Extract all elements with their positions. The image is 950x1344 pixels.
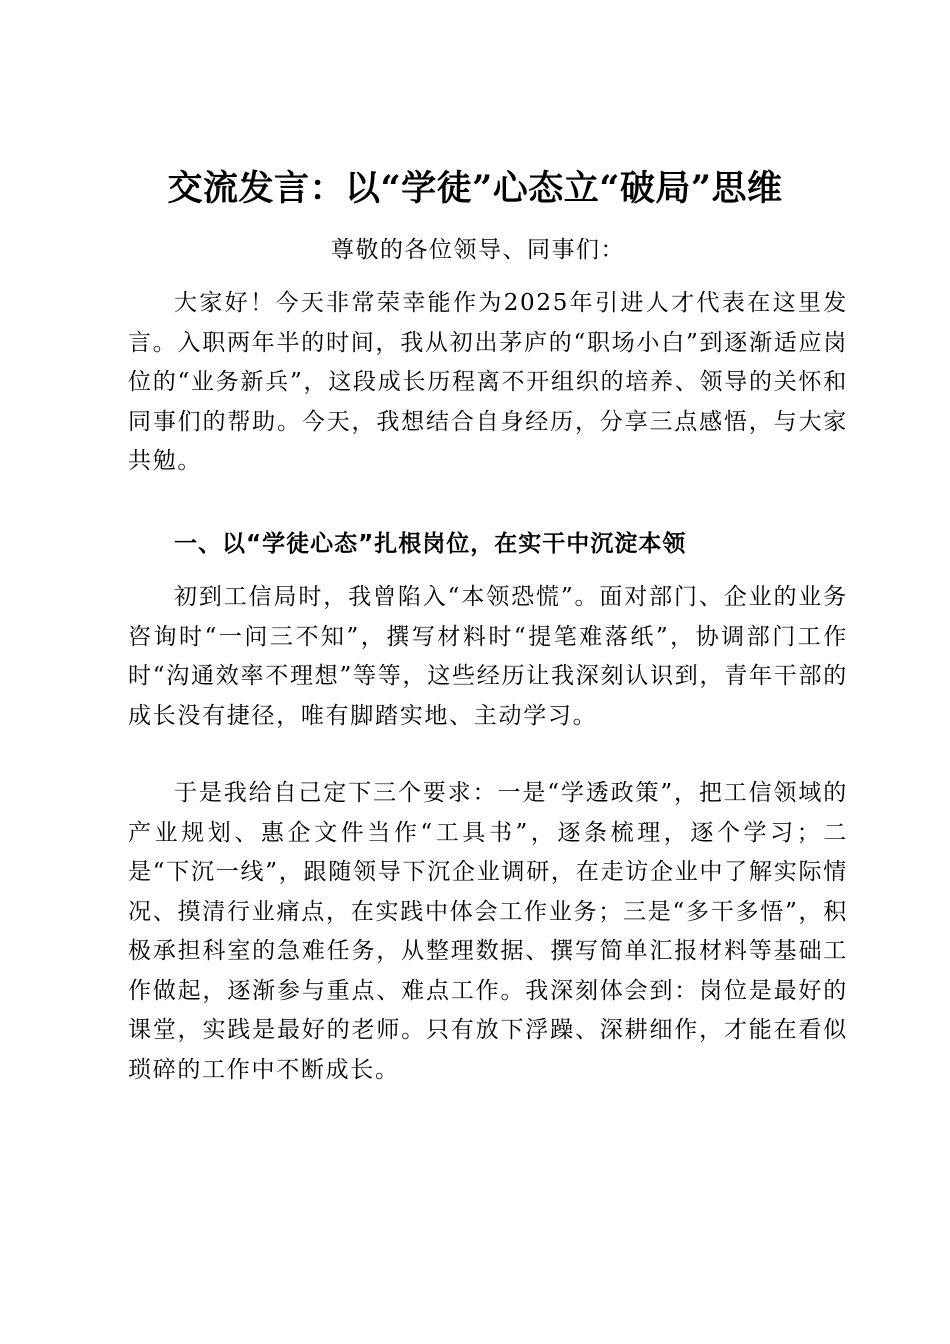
paragraph-section1-2: 于是我给自己定下三个要求：一是“学透政策”，把工信领域的产业规划、惠企文件当作“工具书”，逐条梳理，逐个学习；二是“下沉一线”，跟随领导下沉企业调研，在走访企业中了解实际情况、摸清行业痛点，在实践中体会工作业务；三是“多干多悟”，积极承担科室的急难任务，从整理数据、撰写简单汇报材料等基础工作做起，逐渐参与重点、难点工作。我深刻体会到：岗位是最好的课堂，实践是最好的老师。只有放下浮躁、深耕细作，才能在看似琐碎的工作中不断成长。 [128,780,848,1083]
document-title: 交流发言：以“学徒”心态立“破局”思维 [167,168,783,209]
section-heading-1: 一、以“学徒心态”扎根岗位，在实干中沉淀本领 [174,531,687,557]
paragraph-intro: 大家好！今天非常荣幸能作为2025年引进人才代表在这里发言。入职两年半的时间，我从初出茅庐的“职场小白”到逐渐适应岗位的“业务新兵”，这段成长历程离不开组织的培养、领导的关怀和同事们的帮助。今天，我想结合自身经历，分享三点感悟，与大家共勉。 [128,290,848,474]
paragraph-section1-1: 初到工信局时，我曾陷入“本领恐慌”。面对部门、企业的业务咨询时“一问三不知”，撰写材料时“提笔难落纸”，协调部门工作时“沟通效率不理想”等等，这些经历让我深刻认识到，青年干部的成长没有捷径，唯有脚踏实地、主动学习。 [128,584,848,729]
salutation: 尊敬的各位领导、同事们： [331,237,625,263]
